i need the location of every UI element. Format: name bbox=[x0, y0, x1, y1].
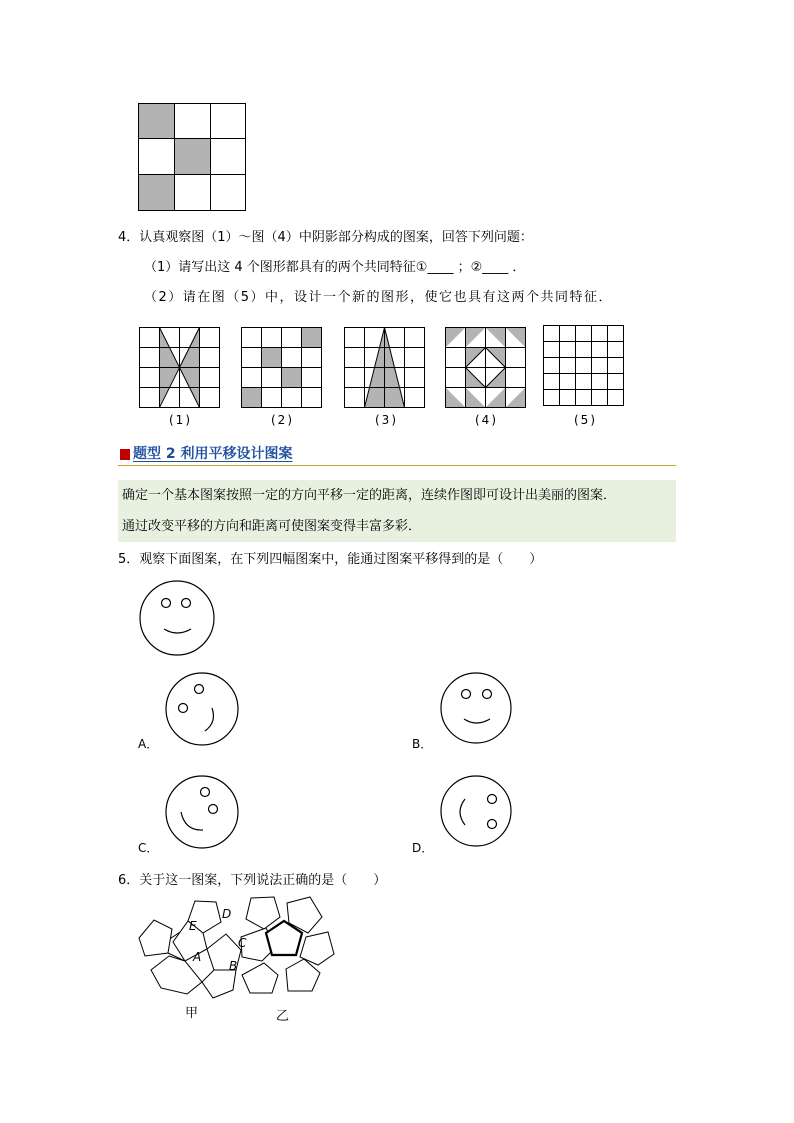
pentagon-figure-yi bbox=[236, 895, 336, 995]
label-c: C bbox=[238, 936, 247, 950]
caption-5: (5) bbox=[574, 413, 597, 427]
label-a: A bbox=[193, 950, 202, 964]
figure-4-diamond bbox=[445, 327, 527, 409]
caption-1: (1) bbox=[169, 413, 192, 427]
tip-line-1: 确定一个基本图案按照一定的方向平移一定的距离，连续作图即可设计出美丽的图案． bbox=[122, 488, 617, 503]
figure-2-diagonal-squares bbox=[241, 327, 323, 409]
smiley-option-a bbox=[165, 672, 245, 752]
tip-band-2 bbox=[118, 511, 676, 542]
fig-label-yi: 乙 bbox=[276, 1009, 290, 1024]
caption-4: (4) bbox=[475, 413, 498, 427]
q4-stem: 4．认真观察图（1）～图（4）中阴影部分构成的图案，回答下列问题： bbox=[118, 230, 533, 245]
smiley-original bbox=[139, 581, 219, 661]
caption-3: (3) bbox=[375, 413, 398, 427]
caption-2: (2) bbox=[271, 413, 294, 427]
tip-line-2: 通过改变平移的方向和距离可使图案变得丰富多彩． bbox=[122, 519, 422, 534]
figure-3-triangle bbox=[344, 327, 426, 409]
section-heading bbox=[118, 445, 676, 466]
label-d: D bbox=[222, 907, 232, 921]
fig-label-jia: 甲 bbox=[185, 1006, 199, 1021]
option-d-label[interactable]: D． bbox=[412, 841, 434, 855]
figure-5-empty-grid bbox=[543, 325, 625, 407]
q4-part2: （2）请在图（5）中，设计一个新的图形，使它也具有这两个共同特征． bbox=[144, 290, 614, 305]
figure-1-bowtie bbox=[139, 327, 221, 409]
top-grid-figure bbox=[138, 103, 248, 213]
option-b-label[interactable]: B． bbox=[412, 737, 433, 751]
section-marker bbox=[120, 449, 130, 460]
option-a-label[interactable]: A． bbox=[138, 737, 159, 751]
section-title: 题型 2 利用平移设计图案 bbox=[133, 446, 293, 462]
smiley-option-b bbox=[440, 672, 520, 752]
label-b: B bbox=[229, 959, 238, 973]
smiley-option-d bbox=[440, 775, 520, 855]
smiley-option-c bbox=[165, 775, 245, 855]
tip-band-1 bbox=[118, 480, 676, 511]
q4-part1: （1）请写出这 4 个图形都具有的两个共同特征①____ ；②____ ． bbox=[144, 260, 526, 275]
q6-stem: 6．关于这一图案，下列说法正确的是（ ） bbox=[118, 873, 387, 888]
label-e: E bbox=[189, 919, 197, 933]
option-c-label[interactable]: C． bbox=[138, 841, 159, 855]
q5-stem: 5．观察下面图案，在下列四幅图案中，能通过图案平移得到的是（ ） bbox=[118, 552, 543, 567]
